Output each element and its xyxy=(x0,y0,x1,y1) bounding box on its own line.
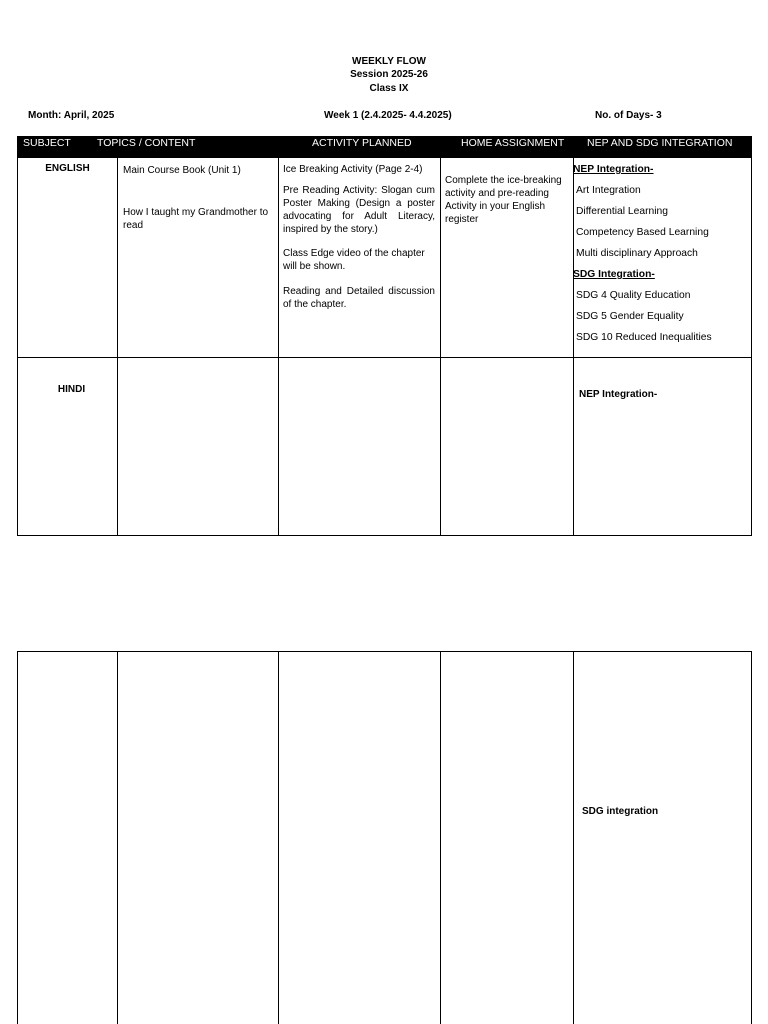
nep-item: Multi disciplinary Approach xyxy=(576,248,698,259)
sdg-integration-heading: SDG Integration- xyxy=(573,269,655,280)
english-home-assignment: Complete the ice-breaking activity and pre-reading Activity in your English register xyxy=(445,175,562,225)
sdg-item: SDG 4 Quality Education xyxy=(576,290,691,301)
column-header-activity: ACTIVITY PLANNED xyxy=(312,137,412,149)
week-label: Week 1 (2.4.2025- 4.4.2025) xyxy=(324,110,452,121)
english-activities xyxy=(283,163,435,311)
class-label: Class IX xyxy=(369,83,409,94)
nep-item: Art Integration xyxy=(576,185,641,196)
subject-english: ENGLISH xyxy=(45,163,90,174)
page-title: WEEKLY FLOW xyxy=(352,56,426,67)
month-label: Month: April, 2025 xyxy=(28,110,115,121)
session-label: Session 2025-26 xyxy=(350,69,428,80)
subject-hindi: HINDI xyxy=(57,384,86,395)
hindi-nep-heading: NEP Integration- xyxy=(579,389,658,400)
english-activity-3: Class Edge video of the chapter will be shown. xyxy=(283,248,425,272)
sdg-item: SDG 10 Reduced Inequalities xyxy=(576,332,712,343)
english-topic-book: Main Course Book (Unit 1) xyxy=(123,165,241,176)
english-activity-4: Reading and Detailed discussion of the chapter. xyxy=(283,286,435,310)
english-topic-chapter: How I taught my Grandmother to read xyxy=(123,207,269,231)
column-header-subject: SUBJECT xyxy=(23,137,71,149)
column-header-home: HOME ASSIGNMENT xyxy=(461,137,565,149)
nep-item: Competency Based Learning xyxy=(576,227,709,238)
sdg-integration-label: SDG integration xyxy=(582,806,659,817)
nep-item: Differential Learning xyxy=(576,206,668,217)
english-activity-1: Ice Breaking Activity (Page 2-4) xyxy=(283,164,423,175)
days-label: No. of Days- 3 xyxy=(595,110,662,121)
nep-integration-heading: NEP Integration- xyxy=(573,164,654,175)
column-header-topics: TOPICS / CONTENT xyxy=(97,137,196,149)
sdg-item: SDG 5 Gender Equality xyxy=(576,311,684,322)
english-activity-2: Pre Reading Activity: Slogan cum Poster Making (Design a poster advocating for Adult Literacy, inspired by the story.) xyxy=(283,185,435,235)
english-topics xyxy=(123,164,273,232)
english-nep-sdg xyxy=(573,163,749,344)
column-header-nep: NEP AND SDG INTEGRATION xyxy=(587,137,733,149)
